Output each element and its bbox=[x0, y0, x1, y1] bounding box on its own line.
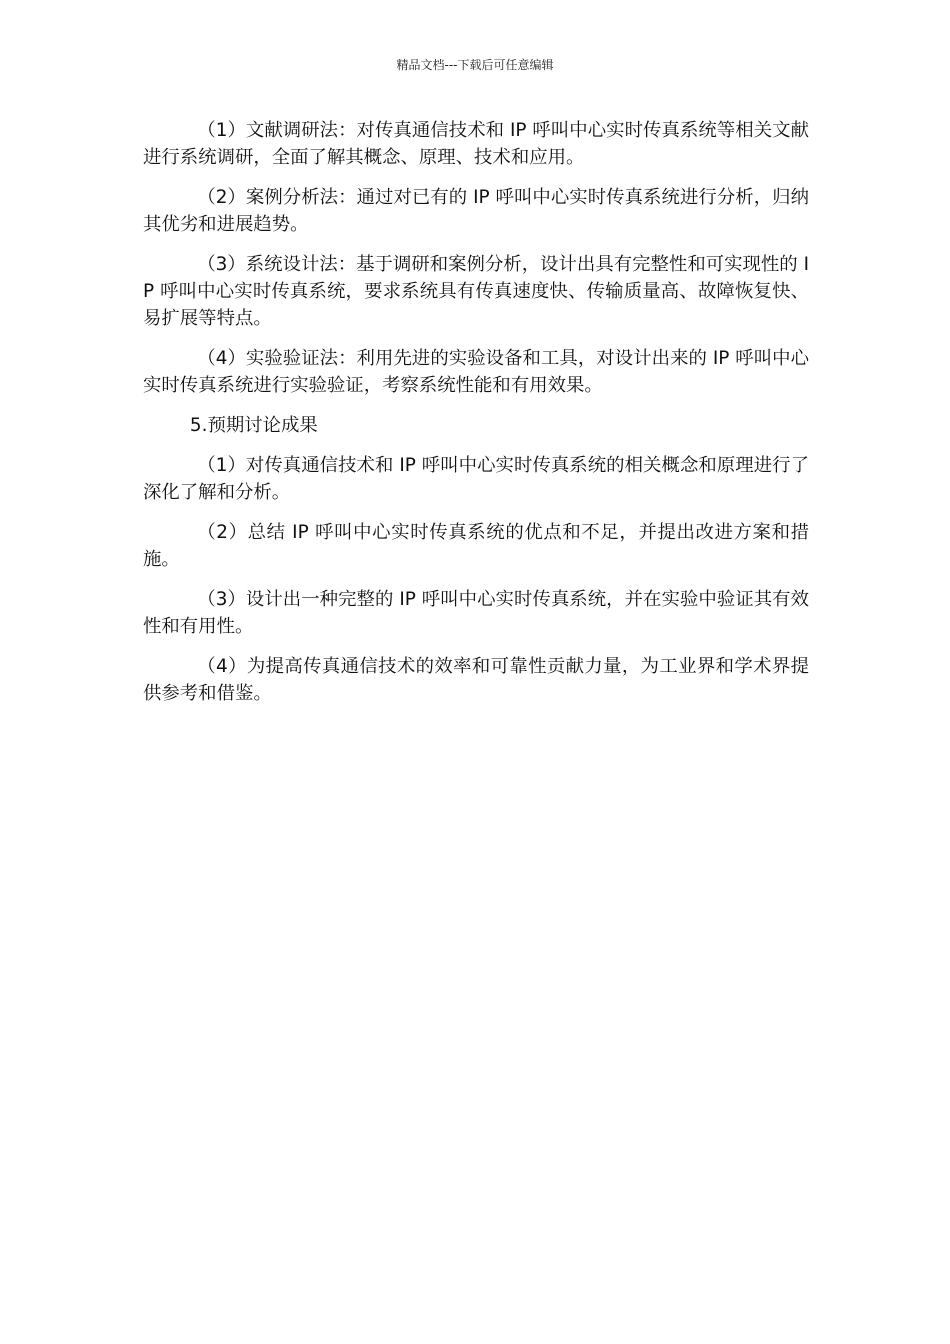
result-item-1: （1）对传真通信技术和 IP 呼叫中心实时传真系统的相关概念和原理进行了深化了解和分析。 bbox=[143, 455, 809, 503]
method-literature-research: （1）文献调研法：对传真通信技术和 IP 呼叫中心实时传真系统等相关文献进行系统调研，全面了解其概念、原理、技术和应用。 bbox=[143, 120, 809, 168]
result-item-4: （4）为提高传真通信技术的效率和可靠性贡献力量，为工业界和学术界提供参考和借鉴。 bbox=[143, 656, 809, 704]
result-item-3: （3）设计出一种完整的 IP 呼叫中心实时传真系统，并在实验中验证其有效性和有用性。 bbox=[143, 589, 809, 637]
page-header-watermark: 精品文档---下载后可任意编辑 bbox=[396, 58, 554, 72]
method-system-design: （3）系统设计法：基于调研和案例分析，设计出具有完整性和可实现性的 IP 呼叫中心实时传真系统，要求系统具有传真速度快、传输质量高、故障恢复快、易扩展等特点。 bbox=[143, 254, 809, 329]
method-experimental-validation: （4）实验验证法：利用先进的实验设备和工具，对设计出来的 IP 呼叫中心实时传真系统进行实验验证，考察系统性能和有用效果。 bbox=[143, 348, 809, 396]
result-item-2: （2）总结 IP 呼叫中心实时传真系统的优点和不足，并提出改进方案和措施。 bbox=[143, 522, 809, 570]
document-body bbox=[143, 117, 809, 720]
section-heading-expected-results: 5.预期讨论成果 bbox=[189, 415, 318, 436]
method-case-analysis: （2）案例分析法：通过对已有的 IP 呼叫中心实时传真系统进行分析，归纳其优劣和进展趋势。 bbox=[143, 187, 809, 235]
